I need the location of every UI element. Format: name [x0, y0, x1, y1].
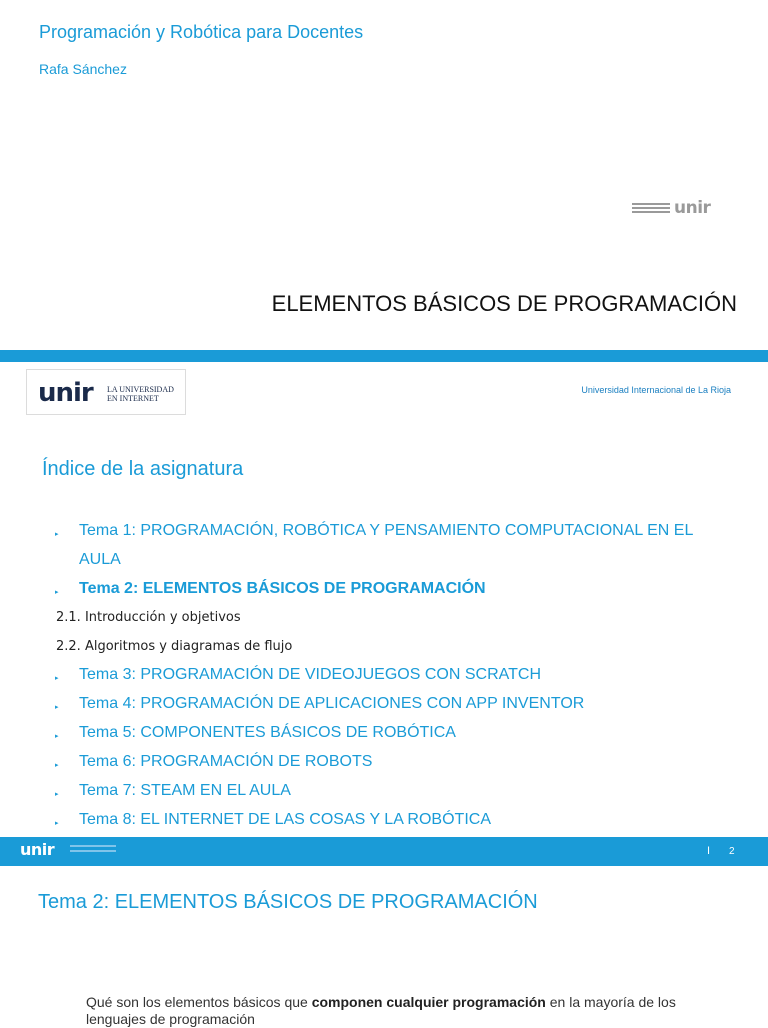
list-item-topic-1: Tema 1: PROGRAMACIÓN, ROBÓTICA Y PENSAMIENTO COMPUTACIONAL EN EL: [79, 522, 694, 539]
list-item-topic-6: Tema 6: PROGRAMACIÓN DE ROBOTS: [79, 753, 373, 770]
bullet-icon: ▸: [55, 762, 59, 769]
slide-heading: ELEMENTOS BÁSICOS DE PROGRAMACIÓN: [271, 291, 737, 316]
list-item-topic-3: Tema 3: PROGRAMACIÓN DE VIDEOJUEGOS CON SCRATCH: [79, 666, 541, 683]
bullet-icon: ▸: [55, 791, 59, 798]
page-number: 2: [729, 846, 735, 857]
unir-logo-word: unir: [674, 198, 711, 218]
bullet-icon: ▸: [55, 675, 59, 682]
unir-logo: [26, 369, 186, 415]
bullet-icon: ▸: [55, 589, 59, 596]
body-emphasis: componen cualquier programación: [311, 994, 546, 1010]
list-item-topic-8: Tema 8: EL INTERNET DE LAS COSAS Y LA ROBÓTICA: [79, 811, 491, 828]
bullet-icon: ▸: [55, 704, 59, 711]
bullet-icon: ▸: [55, 733, 59, 740]
list-item-topic-2: Tema 2: ELEMENTOS BÁSICOS DE PROGRAMACIÓN: [79, 580, 486, 597]
bullet-icon: ▸: [55, 531, 59, 538]
university-name: Universidad Internacional de La Rioja: [581, 385, 731, 395]
logo-fine-print: [632, 203, 670, 215]
unir-footer-logo: unir: [20, 840, 55, 859]
list-item-topic-5: Tema 5: COMPONENTES BÁSICOS DE ROBÓTICA: [79, 724, 456, 741]
slide-footer-band: [0, 837, 768, 866]
footer-tagline: [70, 845, 116, 855]
index-title: Índice de la asignatura: [42, 458, 244, 480]
footer-separator: I: [707, 845, 711, 857]
slide-divider-band: [0, 350, 768, 362]
unir-logo-word: unir: [38, 378, 93, 408]
list-item-subtopic-2-1: 2.1. Introducción y objetivos: [56, 610, 241, 625]
course-title: Programación y Robótica para Docentes: [39, 22, 364, 42]
list-item-topic-7: Tema 7: STEAM EN EL AULA: [79, 782, 291, 799]
slide3-title: Tema 2: ELEMENTOS BÁSICOS DE PROGRAMACIÓN: [38, 891, 538, 913]
list-item-topic-1-cont: AULA: [79, 551, 121, 568]
author-name: Rafa Sánchez: [39, 61, 127, 77]
list-item-topic-4: Tema 4: PROGRAMACIÓN DE APLICACIONES CON APP INVENTOR: [79, 695, 585, 712]
bullet-icon: ▸: [55, 820, 59, 827]
slide3-body: Qué son los elementos básicos que componen cualquier programación en la mayoría de los lenguajes de programación: [86, 994, 676, 1027]
unir-logo-tagline: LA UNIVERSIDAD EN INTERNET: [107, 385, 174, 403]
list-item-subtopic-2-2: 2.2. Algoritmos y diagramas de flujo: [56, 639, 293, 654]
unir-logo-small: [632, 198, 728, 220]
